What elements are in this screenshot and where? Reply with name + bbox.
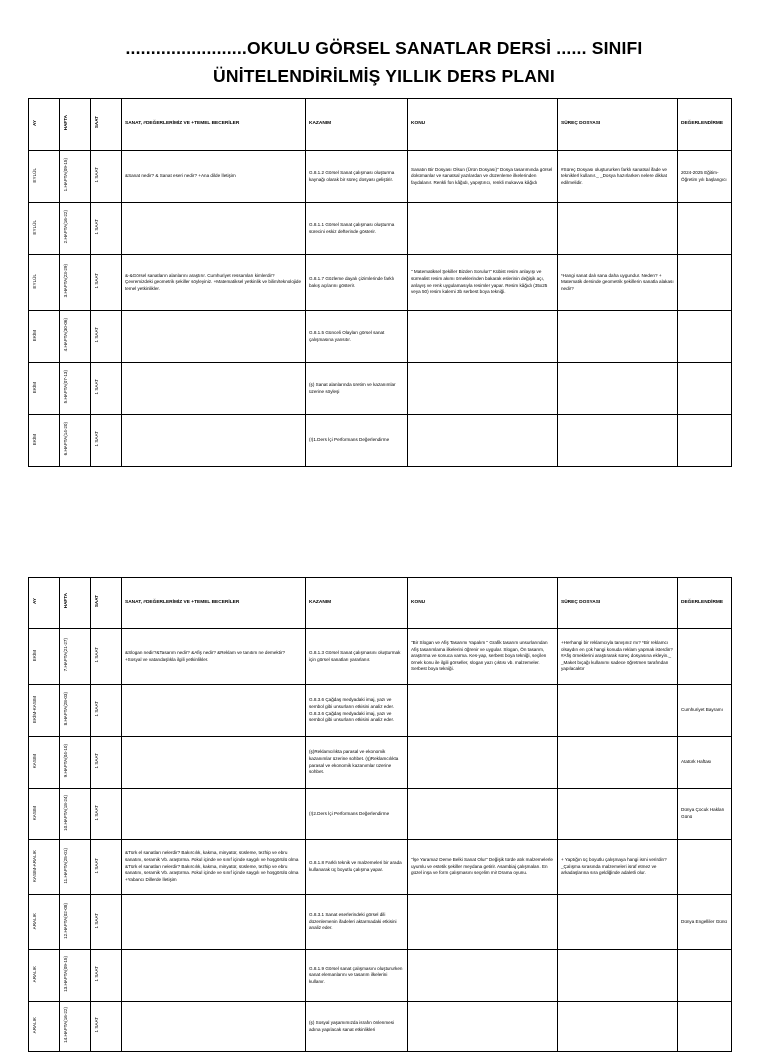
cell-kazanim: (ş) Sosyal yaşamımızda israfın önlenmesi adına yapılacak sanat etkinlikleri (306, 1002, 408, 1052)
cell-saat: 1 SAAT (91, 415, 122, 467)
cell-konu (408, 363, 558, 415)
cell-kazanim: (ş)Reklamcılıkta parasal ve ekonomik kazanımlar üzerine sohbet. (ş)Reklamcılıkta parasal ve ekonomik kazanımlar üzerine sohbet. (306, 737, 408, 789)
cell-saat: 1 SAAT (91, 363, 122, 415)
cell-degerler: &Slogan nedir?&Tasarım nedir? &Afiş nedir? &Reklam ve tanıtım ne demektir? +Sosyal ve vatandaşlıkla ilgili yetkinlikler. (122, 629, 306, 685)
cell-degerler (122, 685, 306, 737)
cell-degerler: &Sanat nedir? & Sanat eseri nedir? +Ana dilde İletişim (122, 151, 306, 203)
cell-konu (408, 789, 558, 840)
cell-konu (408, 203, 558, 255)
table-row (29, 895, 732, 950)
cell-degerlendirme (678, 1002, 732, 1052)
cell-kazanim: G.8.1.2 Görsel Sanat çalışması oluşturma kaynağı olarak bir süreç dosyası geliştirir. (306, 151, 408, 203)
plan-table-1 (28, 98, 732, 467)
cell-ay: KASIM-ARALIK (29, 840, 60, 895)
cell-surec (558, 363, 678, 415)
cell-kazanim: (!)1.Ders İçi Performans Değerlendirme (306, 415, 408, 467)
cell-saat: 1 SAAT (91, 255, 122, 311)
cell-saat: 1 SAAT (91, 1002, 122, 1052)
cell-degerlendirme: Dünya Çocuk Hakları Günü (678, 789, 732, 840)
header-hafta: HAFTA (60, 578, 91, 629)
cell-ay: KASIM (29, 737, 60, 789)
cell-konu: "İşe Yaramaz Deme Belki Sanat Olur" Değişik türde atık malzemelerle uyumlu ve estetik şekiller meydana getirir. Asambiaj çalışmaları. En güzel inşa ve form çalışmasını seçelim mi! Drama oyunu. (408, 840, 558, 895)
cell-surec (558, 311, 678, 363)
header-saat: SAAT (91, 99, 122, 151)
cell-kazanim: (ş) Sanat alanlarında üretim ve kazanımlar üzerine söyleşi (306, 363, 408, 415)
cell-hafta: 1.HAFTA(09-15) (60, 151, 91, 203)
table-row (29, 311, 732, 363)
cell-degerler (122, 1002, 306, 1052)
cell-hafta: 10.HAFTA(18-24) (60, 789, 91, 840)
cell-degerlendirme (678, 415, 732, 467)
cell-surec (558, 415, 678, 467)
plan-table-2 (28, 577, 732, 1052)
header-kazanim: KAZANIM (306, 578, 408, 629)
cell-ay: EYLÜL (29, 151, 60, 203)
header-surec: SÜREÇ DOSYASI (558, 578, 678, 629)
cell-ay: ARALIK (29, 1002, 60, 1052)
cell-degerler (122, 895, 306, 950)
cell-degerler (122, 363, 306, 415)
header-ay: AY (29, 99, 60, 151)
cell-degerlendirme (678, 629, 732, 685)
cell-surec: +Herhangi bir reklamcıyla tanışınız mı? *Bir reklamcı olsaydın en çok hangi konuda reklam yapmak isterdin? #Afiş örneklerini araştırarak süreç dosyasına ekleyin._ _Maket bıçağı kullanımı sadece öğretmen tarafından yapılacaktır (558, 629, 678, 685)
cell-kazanim: G.8.3.6 Çağdaş medyadaki imaj, yazı ve sembol gibi unsurların etkisini analiz eder. G.8.3.6 Çağdaş medyadaki imaj, yazı ve sembol gibi unsurların etkisini analiz eder. (306, 685, 408, 737)
cell-hafta: 6.HAFTA(14-20) (60, 415, 91, 467)
cell-degerlendirme: Dünya Engelliler Günü (678, 895, 732, 950)
cell-hafta: 13.HAFTA(09-15) (60, 950, 91, 1002)
cell-degerlendirme (678, 255, 732, 311)
cell-degerlendirme (678, 311, 732, 363)
cell-degerler (122, 203, 306, 255)
cell-hafta: 8.HAFTA(28-03) (60, 685, 91, 737)
cell-ay: KASIM (29, 789, 60, 840)
table-row (29, 415, 732, 467)
header-surec: SÜREÇ DOSYASI (558, 99, 678, 151)
cell-konu (408, 950, 558, 1002)
cell-degerler (122, 737, 306, 789)
cell-saat: 1 SAAT (91, 950, 122, 1002)
table-row (29, 840, 732, 895)
cell-surec (558, 203, 678, 255)
cell-surec (558, 685, 678, 737)
cell-hafta: 14.HAFTA(16-22) (60, 1002, 91, 1052)
cell-degerlendirme (678, 950, 732, 1002)
cell-degerler (122, 789, 306, 840)
cell-degerler: &Türk el sanatları nelerdir? Bakırcılık, kakma, minyatür, süsleme, tezhip ve ebru sanatını, seramik Vb. araştırma. #okul içinde ve sınıf içinde saygılı ve hoşgörülü olma &Türk el sanatları nelerdir? Bakırcılık, kakma, minyatür, süsleme, tezhip ve ebru sanatını, seramik Vb. araştırma. #okul içinde ve sınıf içinde saygılı ve hoşgörülü olma +Yabancı Dillerde İletişim (122, 840, 306, 895)
header-degerler: SANAT, #DEĞERLERİMİZ VE +TEMEL BECERİLER (122, 578, 306, 629)
cell-ay: EYLÜL (29, 255, 60, 311)
cell-kazanim: G.8.1.1 Görsel Sanat çalışması oluşturma sürecini eskiz defterinde gösterir. (306, 203, 408, 255)
cell-ay: EKİM (29, 629, 60, 685)
cell-konu (408, 895, 558, 950)
cell-degerlendirme: Cumhuriyet Bayramı (678, 685, 732, 737)
header-ay: AY (29, 578, 60, 629)
header-kazanim: KAZANIM (306, 99, 408, 151)
cell-saat: 1 SAAT (91, 840, 122, 895)
cell-surec: + Yaptığın üç boyutlu çalışmaya hangi ismi verirdin? _Çalışma sırasında malzemeleri israf etmez ve arkadaşlarına sıra geldiğinde adaletli olur. (558, 840, 678, 895)
cell-ay: EYLÜL (29, 203, 60, 255)
cell-konu: " Matematiksel Şekiller Bizden Sorulur!" Kübist resim anlayışı ve sürrealist resim akımı örneklerinden bakarak eslerinin değişik açı, anlayış ve renk uygulamasıyla resimler yapar. Resim kâğıdı (35x25 veya 50) resim kalemi 3b serbest boya tekniği. (408, 255, 558, 311)
cell-kazanim: G.8.1.7 Gözleme dayalı çizimlerinde farklı bakış açılarını gösterir. (306, 255, 408, 311)
cell-saat: 1 SAAT (91, 151, 122, 203)
cell-konu (408, 685, 558, 737)
page-title-line2: ÜNİTELENDİRİLMİŞ YILLIK DERS PLANI (213, 66, 555, 86)
table-row (29, 629, 732, 685)
cell-degerler (122, 311, 306, 363)
table-row (29, 151, 732, 203)
cell-ay: EKİM (29, 311, 60, 363)
header-degerler: SANAT, #DEĞERLERİMİZ VE +TEMEL BECERİLER (122, 99, 306, 151)
cell-ay: EKİM-KASIM (29, 685, 60, 737)
table-row (29, 685, 732, 737)
cell-konu: "Bir Slogan ve Afiş Tasarımı Yapalım " Grafik tasarım unsurlarından Afiş tasarımlama ilkelerini öğrenir ve uygular. Slogan, Ön tasarım, araştırma ve sonuca varma. Kes-yap, serbest boya tekniği, seçilen örnek konu ile ilgili görseller, slogan yazı çıktısı vb. malzemeler. Serbest boya tekniği. (408, 629, 558, 685)
table-row (29, 203, 732, 255)
table-row (29, 737, 732, 789)
cell-saat: 1 SAAT (91, 685, 122, 737)
cell-hafta: 2.HAFTA(16-22) (60, 203, 91, 255)
cell-konu (408, 311, 558, 363)
cell-konu (408, 737, 558, 789)
cell-degerlendirme: Atatürk Haftası (678, 737, 732, 789)
cell-surec (558, 789, 678, 840)
cell-degerlendirme: 2024-2025 Eğitim-Öğretim yılı başlangıcı (678, 151, 732, 203)
cell-degerlendirme (678, 363, 732, 415)
cell-hafta: 9.HAFTA(04-10) (60, 737, 91, 789)
cell-kazanim: (!)2.Ders İçi Performans Değerlendirme (306, 789, 408, 840)
table-row (29, 950, 732, 1002)
cell-surec (558, 737, 678, 789)
cell-degerler (122, 950, 306, 1002)
cell-ay: ARALIK (29, 950, 60, 1002)
cell-surec (558, 950, 678, 1002)
table-row (29, 363, 732, 415)
table-row (29, 1002, 732, 1052)
header-konu: KONU (408, 99, 558, 151)
cell-hafta: 4.HAFTA(30-06) (60, 311, 91, 363)
cell-kazanim: G.8.1.9 Görsel sanat çalışmasını oluştururken sanat elemanlarını ve tasarım ilkelerini kullanır. (306, 950, 408, 1002)
cell-saat: 1 SAAT (91, 311, 122, 363)
cell-konu (408, 1002, 558, 1052)
cell-konu: Sanatın Bir Dosyası Olsun (Ürün Dosyası)" Dosya tasarımında görsel dokümanlar ve sanatsal yazılardan ve düzenleme ilkelerinden faydalanır. Renkli fon kâğıdı, yapıştırıcı, renkli mukavva kâğıdı (408, 151, 558, 203)
cell-kazanim: G.8.1.5 Günceli Olayları görsel sanat çalışmasına yansıtır. (306, 311, 408, 363)
cell-surec: #Süreç Dosyası oluştururken farklı sanatsal ifade ve tekniklerl kullanır._ _Dosya hazırlarken nelere dikkat edilmelidir. (558, 151, 678, 203)
cell-kazanim: G.8.3.1 Sanat eserlerindeki görsel dili düzenlemenin ifadeleri aktarmadaki etkisini analiz eder. (306, 895, 408, 950)
table-row (29, 789, 732, 840)
cell-surec (558, 1002, 678, 1052)
header-hafta: HAFTA (60, 99, 91, 151)
cell-degerlendirme (678, 203, 732, 255)
cell-surec: *Hangi sanat dalı sana daha uygundur. Neden? + Matematik dersinde geometrik şekillerin sanatla alakası nedir? (558, 255, 678, 311)
header-degerlendirme: DEĞERLENDİRME (678, 578, 732, 629)
cell-degerlendirme (678, 840, 732, 895)
table-header-row (29, 99, 732, 151)
page-title-line1: ........................OKULU GÖRSEL SANATLAR DERSİ ...... SINIFI (125, 38, 643, 58)
cell-saat: 1 SAAT (91, 203, 122, 255)
cell-degerler: &-&Görsel sanatların alanlarını araştırır. Cumhuriyet ressamları kimlerdir? Çevremizdeki geometrik şekiller söyleyiniz. +Matematiksel yetkinlik ve bilim/teknolojide temel yetkinlikler. (122, 255, 306, 311)
header-saat: SAAT (91, 578, 122, 629)
cell-hafta: 12.HAFTA(02-08) (60, 895, 91, 950)
cell-saat: 1 SAAT (91, 737, 122, 789)
cell-hafta: 7.HAFTA(21-27) (60, 629, 91, 685)
cell-saat: 1 SAAT (91, 895, 122, 950)
table-row (29, 255, 732, 311)
cell-saat: 1 SAAT (91, 789, 122, 840)
cell-hafta: 3.HAFTA(23-29) (60, 255, 91, 311)
header-degerlendirme: DEĞERLENDİRME (678, 99, 732, 151)
header-konu: KONU (408, 578, 558, 629)
cell-ay: EKİM (29, 363, 60, 415)
cell-kazanim: G.8.1.8 Farklı teknik ve malzemeleri bir arada kullanarak üç boyutlu çalışma yapar. (306, 840, 408, 895)
cell-hafta: 5.HAFTA(07-13) (60, 363, 91, 415)
cell-surec (558, 895, 678, 950)
cell-konu (408, 415, 558, 467)
cell-ay: EKİM (29, 415, 60, 467)
cell-degerler (122, 415, 306, 467)
table-header-row (29, 578, 732, 629)
cell-saat: 1 SAAT (91, 629, 122, 685)
cell-kazanim: G.8.1.3 Görsel Sanat çalışmasını oluşturmak için görsel sanatları yararlanır. (306, 629, 408, 685)
cell-ay: ARALIK (29, 895, 60, 950)
cell-hafta: 11.HAFTA(25-01) (60, 840, 91, 895)
